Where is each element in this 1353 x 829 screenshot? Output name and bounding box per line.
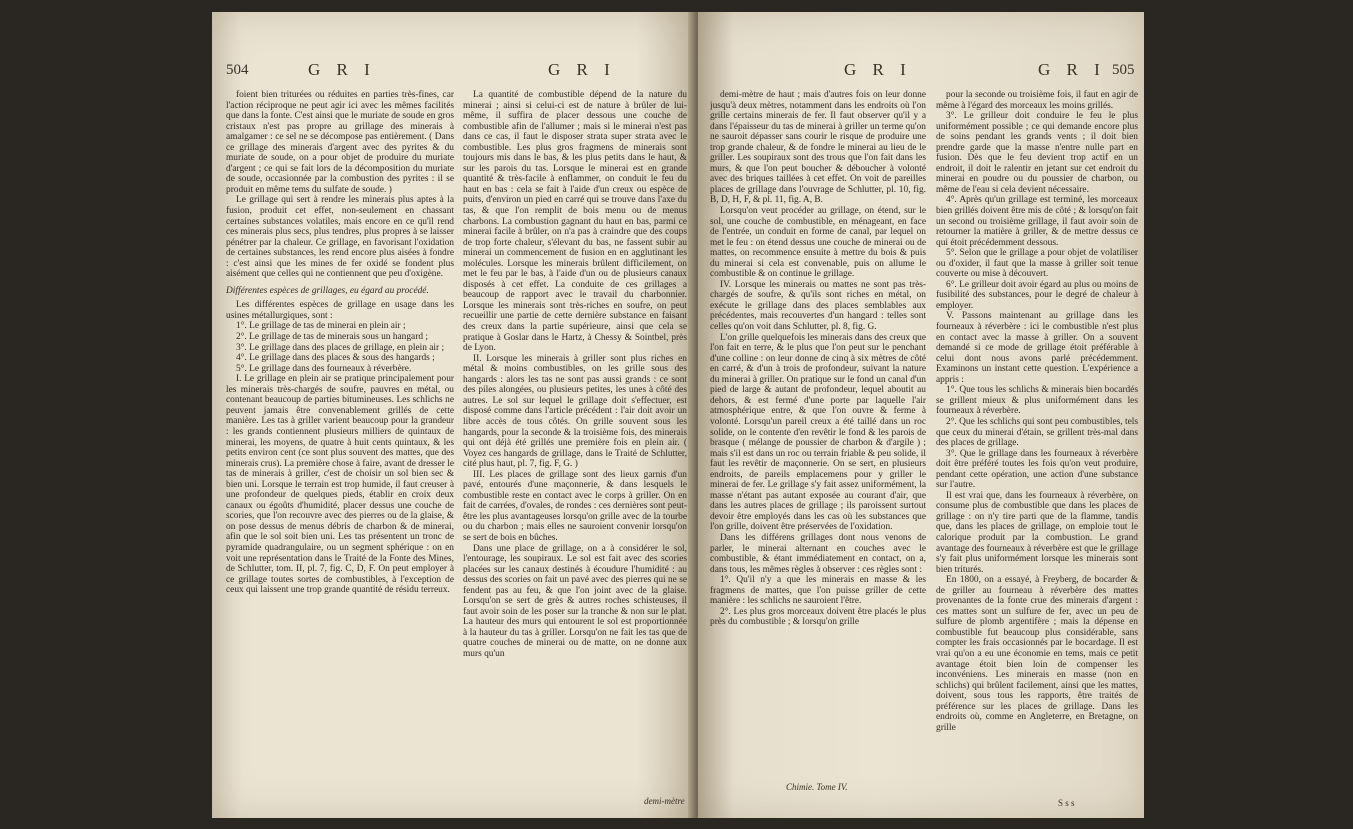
paragraph: Il est vrai que, dans les fourneaux à réverbère, on consume plus de combustible que dans les places de grillage : on n'y tire parti que de la flamme, tandis que, dans les places de grillage, on emploie tout le calorique produit par la combustion. Le grand avantage des fourneaux à réverbère est que le grillage s'y fait plus uniformément lorsque les minerais sont bien triturés. xyxy=(936,490,1138,575)
running-head: G R I xyxy=(308,60,376,79)
paragraph: Différentes espèces de grillages, eu égard au procédé. xyxy=(226,285,429,296)
paragraph: foient bien triturées ou réduites en parties très-fines, car l'action réciproque ne peut agir ici avec les mêmes facilités que dans la fonte. C'est ainsi que le muriate de soude en gros cristaux n'est pas propre au grillage des minerais à amalgamer : ce sel ne se décompose pas entièrement. ( Dans ce grillage des minerais d'argent avec des pyrites & du muriate de soude, on a pour objet de produire du muriate d'argent ; ce qui se fait lors de la décomposition du muriate de soude, occasionnée par la combustion des pyrites : il se produit en même tems du sulfate de soude. ) xyxy=(226,90,454,195)
text-column-1 xyxy=(710,90,926,780)
paragraph: 5°. Selon que le grillage a pour objet de volatiliser ou d'oxider, il faut que la masse à griller soit tenue couverte ou mise à découvert. xyxy=(936,248,1138,280)
catchword: demi-mètre xyxy=(644,796,685,806)
paragraph: V. Passons maintenant au grillage dans les fourneaux à réverbère : ici le combustible n'est plus en contact avec la masse à griller. On a souvent demandé si ce mode de grillage étoit préférable à celui dont nous avons parlé précédemment. Examinons un instant cette question. L'expérience a appris : xyxy=(936,311,1138,385)
paragraph: L'on grille quelquefois les minerais dans des creux que l'on fait en terre, & le plus que l'on peut sur le penchant d'une colline : on leur donne de cinq à six mètres de côté en carré, & d'un à trois de profondeur, suivant la nature du minerai à griller. On pratique sur le fond un canal d'un pied de large & autant de profondeur, lequel aboutit au dehors, & est fermé d'une porte par laquelle l'air atmosphérique entre, & que l'on ouvre & ferme à volonté. Lorsqu'un pareil creux a été taillé dans un roc solide, on le contente d'en revêtir le fond & les parois de brasque ( mélange de poussier de charbon & d'argile ) ; mais s'il est dans un roc ou terrain friable & peu solide, il faut les revêtir de maçonnerie. On se sert, en plusieurs endroits, de pareils emplacemens pour y griller le minerai de fer. Le grillage s'y fait assez uniformément, la masse n'étant pas autant exposée au courant d'air, que dans les autres places de grillage ; ils paroissent surtout devoir être employés dans les cas où les substances que l'on grille, doivent être préservées de l'oxidation. xyxy=(710,332,926,533)
running-head: G R I xyxy=(844,60,912,79)
paragraph: pour la seconde ou troisième fois, il faut en agir de même à l'égard des morceaux les moins grillés. xyxy=(936,90,1138,111)
text-column-1 xyxy=(226,90,454,790)
paragraph: 1°. Que tous les schlichs & minerais bien bocardés se grillent mieux & plus uniformément dans les fourneaux à réverbère. xyxy=(936,385,1138,417)
paragraph: I. Le grillage en plein air se pratique principalement pour les minerais très-chargés de soufre, pauvres en métal, ou contenant beaucoup de parties bitumineuses. Les schlichs ne peuvent jamais être convenablement grillés de cette manière. Les tas à griller varient beaucoup pour la grandeur : les grands contiennent plusieurs milliers de quintaux de minerai, les moyens, de quatre à huit cents quintaux, & les petits environ cent (ce sont plus souvent des mattes, que des minerais crus). La première chose à faire, avant de dresser le tas de minerais à griller, c'est de choisir un sol bien sec & bien uni. Lorsque le terrain est trop humide, il faut creuser à une profondeur de quelques pieds, établir en croix deux canaux ou égoûts d'humidité, placer dessus une couche de scories, que l'on recouvre avec des pierres ou de la glaise, & on pose dessus de menus débris de charbon & de minerai, afin que le sol soit bien uni. Les tas présentent un tronc de pyramide quadrangulaire, ou un segment sphérique : on en voit une représentation dans le Traité de la Fonte des Mines, de Schlutter, tom. II, pl. 7, fig. C, D, F. On peut employer à ce grillage toutes sortes de combustibles, à l'exception de ceux qui laissent une trop grande quantité de résidu terreux. xyxy=(226,374,454,596)
paragraph: 6°. Le grilleur doit avoir égard au plus ou moins de fusibilité des substances, pour le degré de chaleur à employer. xyxy=(936,279,1138,311)
volume-footer: Chimie. Tome IV. xyxy=(786,782,848,792)
paragraph: 5°. Le grillage dans des fourneaux à réverbère. xyxy=(236,363,412,374)
page-number: 504 xyxy=(226,62,249,78)
page-number: 505 xyxy=(1112,62,1135,78)
paragraph: Le grillage qui sert à rendre les minerais plus aptes à la fusion, produit cet effet, non-seulement en chassant certaines substances volatiles, mais encore en ce qu'il rend ces minerais plus secs, plus tendres, plus propres à se laisser pénétrer par la chaleur. Ce grillage, en favorisant l'oxidation de certaines substances, les rend encore plus aisées à fondre : c'est ainsi que les mines de fer oxidé se fondent plus aisément que celles qui ne contiennent que peu d'oxigène. xyxy=(226,195,454,280)
paragraph: demi-mètre de haut ; mais d'autres fois on leur donne jusqu'à deux mètres, notamment dans les endroits où l'on grille certains minerais de fer. Il faut observer qu'il y a dans l'épaisseur du tas de minerai à griller un terme qu'on ne sauroit dépasser sans courir le risque de produire une trop grande chaleur, & de fondre le minerai au lieu de le griller. Les soupiraux sont des trous que l'on fait dans les murs, & que l'on peut boucher & déboucher à volonté avec des briques taillées à cet effet. On voit de pareilles places de grillage dans l'ouvrage de Schlutter, pl. 10, fig. B, D, H, F, & pl. 11, fig. A, B. xyxy=(710,90,926,206)
paragraph: 3°. Le grilleur doit conduire le feu le plus uniformément possible ; ce qui demande encore plus de soins pendant les grands vents ; il doit bien prendre garde que la masse n'entre nulle part en fusion. Dès que le feu devient trop actif en un endroit, il doit le ralentir en jetant sur cet endroit du minerai en poudre ou du poussier de charbon, ou même de l'eau si cela devient nécessaire. xyxy=(936,111,1138,195)
paragraph: 2°. Que les schlichs qui sont peu combustibles, tels que ceux du minerai d'étain, se grillent très-mal dans des places de grillage. xyxy=(936,416,1138,449)
paragraph: La quantité de combustible dépend de la nature du minerai ; ainsi si celui-ci est de nature à brûler de lui-même, il suffira de placer dessous une couche de combustible afin de l'allumer ; mais si le minerai n'est pas dans ce cas, il faut le disposer strata super strata avec le combustible. Les plus gros fragmens de minerais sont toujours mis dans le bas, & les plus petits dans le haut, & sur les parois du tas. Lorsque le minerai est en grande quantité & très-facile à enflammer, on conduit le feu du haut en bas : cela se fait à l'aide d'un creux ou espèce de puits, d'environ un pied en carré qui se trouve dans l'axe du tas, & que l'on remplit de bois menu ou de menus charbons. La combustion gagnant du haut en bas, parmi ce minerai facile à brûler, on n'a pas à craindre que des coups de trop forte chaleur, s'élevant du bas, ne fassent subir au minerai un commencement de fusion en en agglutinant les molécules. Lorsque les minerais brûlent difficilement, on met le feu par le bas, à l'aide d'un ou de plusieurs canaux disposés à cet effet. La conduite de ces grillages a beaucoup de rapport avec le travail du charbonnier. Lorsque les minerais sont très-riches en soufre, on peut recueillir une partie de cette dernière substance en faisant des creux dans la partie supérieure, ainsi que cela se pratique à Goslar dans le Hartz, à Chessy & Sointbel, près de Lyon. xyxy=(463,90,687,354)
right-page xyxy=(698,12,1144,818)
paragraph: IV. Lorsque les minerais ou mattes ne sont pas très-chargés de soufre, & qu'ils sont riches en métal, on exécute le grillage dans des places semblables aux précédentes, mais recouvertes d'un hangard : telles sont celles qu'on voit dans Schlutter, pl. 8, fig. G. xyxy=(710,279,926,333)
paragraph: Les différentes espèces de grillage en usage dans les usines métallurgiques, sont : xyxy=(226,300,454,321)
paragraph: III. Les places de grillage sont des lieux garnis d'un pavé, entourés d'une maçonnerie, & dans lesquels le combustible reste en contact avec le corps à griller. On en fait de carrées, d'ovales, de rondes : ces dernières sont peut-être les plus avantageuses lorsqu'on grille avec de la tourbe ou du charbon ; mais elles ne sauroient convenir lorsqu'on se sert de bois en bûches. xyxy=(463,469,687,543)
paragraph: 1°. Le grillage de tas de minerai en plein air ; xyxy=(236,321,406,332)
running-head-col2: G R I xyxy=(548,60,616,79)
paragraph: 3°. Que le grillage dans les fourneaux à réverbère doit être préféré toutes les fois qu'on veut produire, pendant cette opération, une action d'une substance sur l'autre. xyxy=(936,448,1138,491)
signature-mark: S s s xyxy=(1058,798,1075,808)
paragraph: Dans les différens grillages dont nous venons de parler, le minerai alternant en couches avec le combustible, & étant immédiatement en contact, on a, dans tous, les mêmes règles à observer : ces règles sont : xyxy=(710,532,926,575)
left-page xyxy=(212,12,695,818)
text-column-2 xyxy=(936,90,1138,790)
text-column-2 xyxy=(463,90,687,790)
paragraph: 1°. Qu'il n'y a que les minerais en masse & les fragmens de mattes, que l'on puisse griller de cette manière : les schlichs ne sauroient l'être. xyxy=(710,575,926,607)
paragraph: 2°. Le grillage de tas de minerais sous un hangard ; xyxy=(236,332,428,343)
paragraph: II. Lorsque les minerais à griller sont plus riches en métal & moins combustibles, on les grille sous des hangards : alors les tas ne sont pas aussi grands : ce sont des piles alongées, ou plusieurs petites, les unes à côté des autres. Le sol sur lequel le grillage doit s'effectuer, est disposé comme dans l'article précédent : l'air doit avoir un libre accès de tous côtés. On grille souvent sous les hangards, pour la seconde & la troisième fois, des minerais qui ont déjà été grillés une première fois en plein air. ( Voyez ces hangards de grillage, dans le Traité de Schlutter, cité plus haut, pl. 7, fig. F, G. ) xyxy=(463,353,687,470)
paragraph: Dans une place de grillage, on a à considérer le sol, l'entourage, les soupiraux. Le sol est fait avec des scories placées sur les canaux destinés à écoudure l'humidité : au dessus des scories on fait un pavé avec des pierres qui ne se fendent pas au feu, & que l'on joint avec de la glaise. Lorsqu'on se sert de grès & autres roches schisteuses, il faut avoir soin de les poser sur la tranche & non sur le plat. La hauteur des murs qui entourent le sol est proportionnée à la hauteur du tas à griller. Lorsqu'on ne fait les tas que de quatre couches de minerai ou de matte, on ne donne aux murs qu'un xyxy=(463,543,687,659)
paragraph: En 1800, on a essayé, à Freyberg, de bocarder & de griller au fourneau à réverbère des mattes provenantes de la fonte crue des minerais d'argent : ces mattes sont un sulfure de fer, avec un peu de sulfure de plomb argentifère ; mais la dépense en combustible fut beaucoup plus considérable, sans compter les frais occasionnés par le bocardage. Il est vrai qu'on a eu une économie en tems, mais ce petit avantage étoit bien loin de compenser les inconvéniens. Les minerais en masse (non en schlichs) qui brûlent facilement, ainsi que les mattes, doivent, sous tous les rapports, être traités de préférence sur les places de grillage. Dans les endroits où, comme en Angleterre, en Bretagne, on grille xyxy=(936,575,1138,733)
paragraph: 3°. Le grillage dans des places de grillage, en plein air ; xyxy=(236,342,445,353)
paragraph: 4°. Après qu'un grillage est terminé, les morceaux bien grillés doivent être mis de côté ; & lorsqu'on fait un second ou troisième grillage, il faut avoir soin de retourner la matière à griller, & de mettre dessus ce qui étoit précédemment dessous. xyxy=(936,195,1138,248)
paragraph: 2°. Les plus gros morceaux doivent être placés le plus près du combustible ; & lorsqu'on grille xyxy=(710,606,926,628)
paragraph: 4°. Le grillage dans des places & sous des hangards ; xyxy=(236,353,435,364)
paragraph: Lorsqu'on veut procéder au grillage, on étend, sur le sol, une couche de combustible, en ménageant, en face de l'entrée, un conduit en forme de canal, par lequel on met le feu : on étend dessus une couche de minerai ou de mattes, on recommence ensuite à mettre du bois & puis du minerai si cela est convenable, puis on allume le combustible & on continue le grillage. xyxy=(710,206,926,280)
running-head-col2: G R I xyxy=(1038,60,1106,79)
